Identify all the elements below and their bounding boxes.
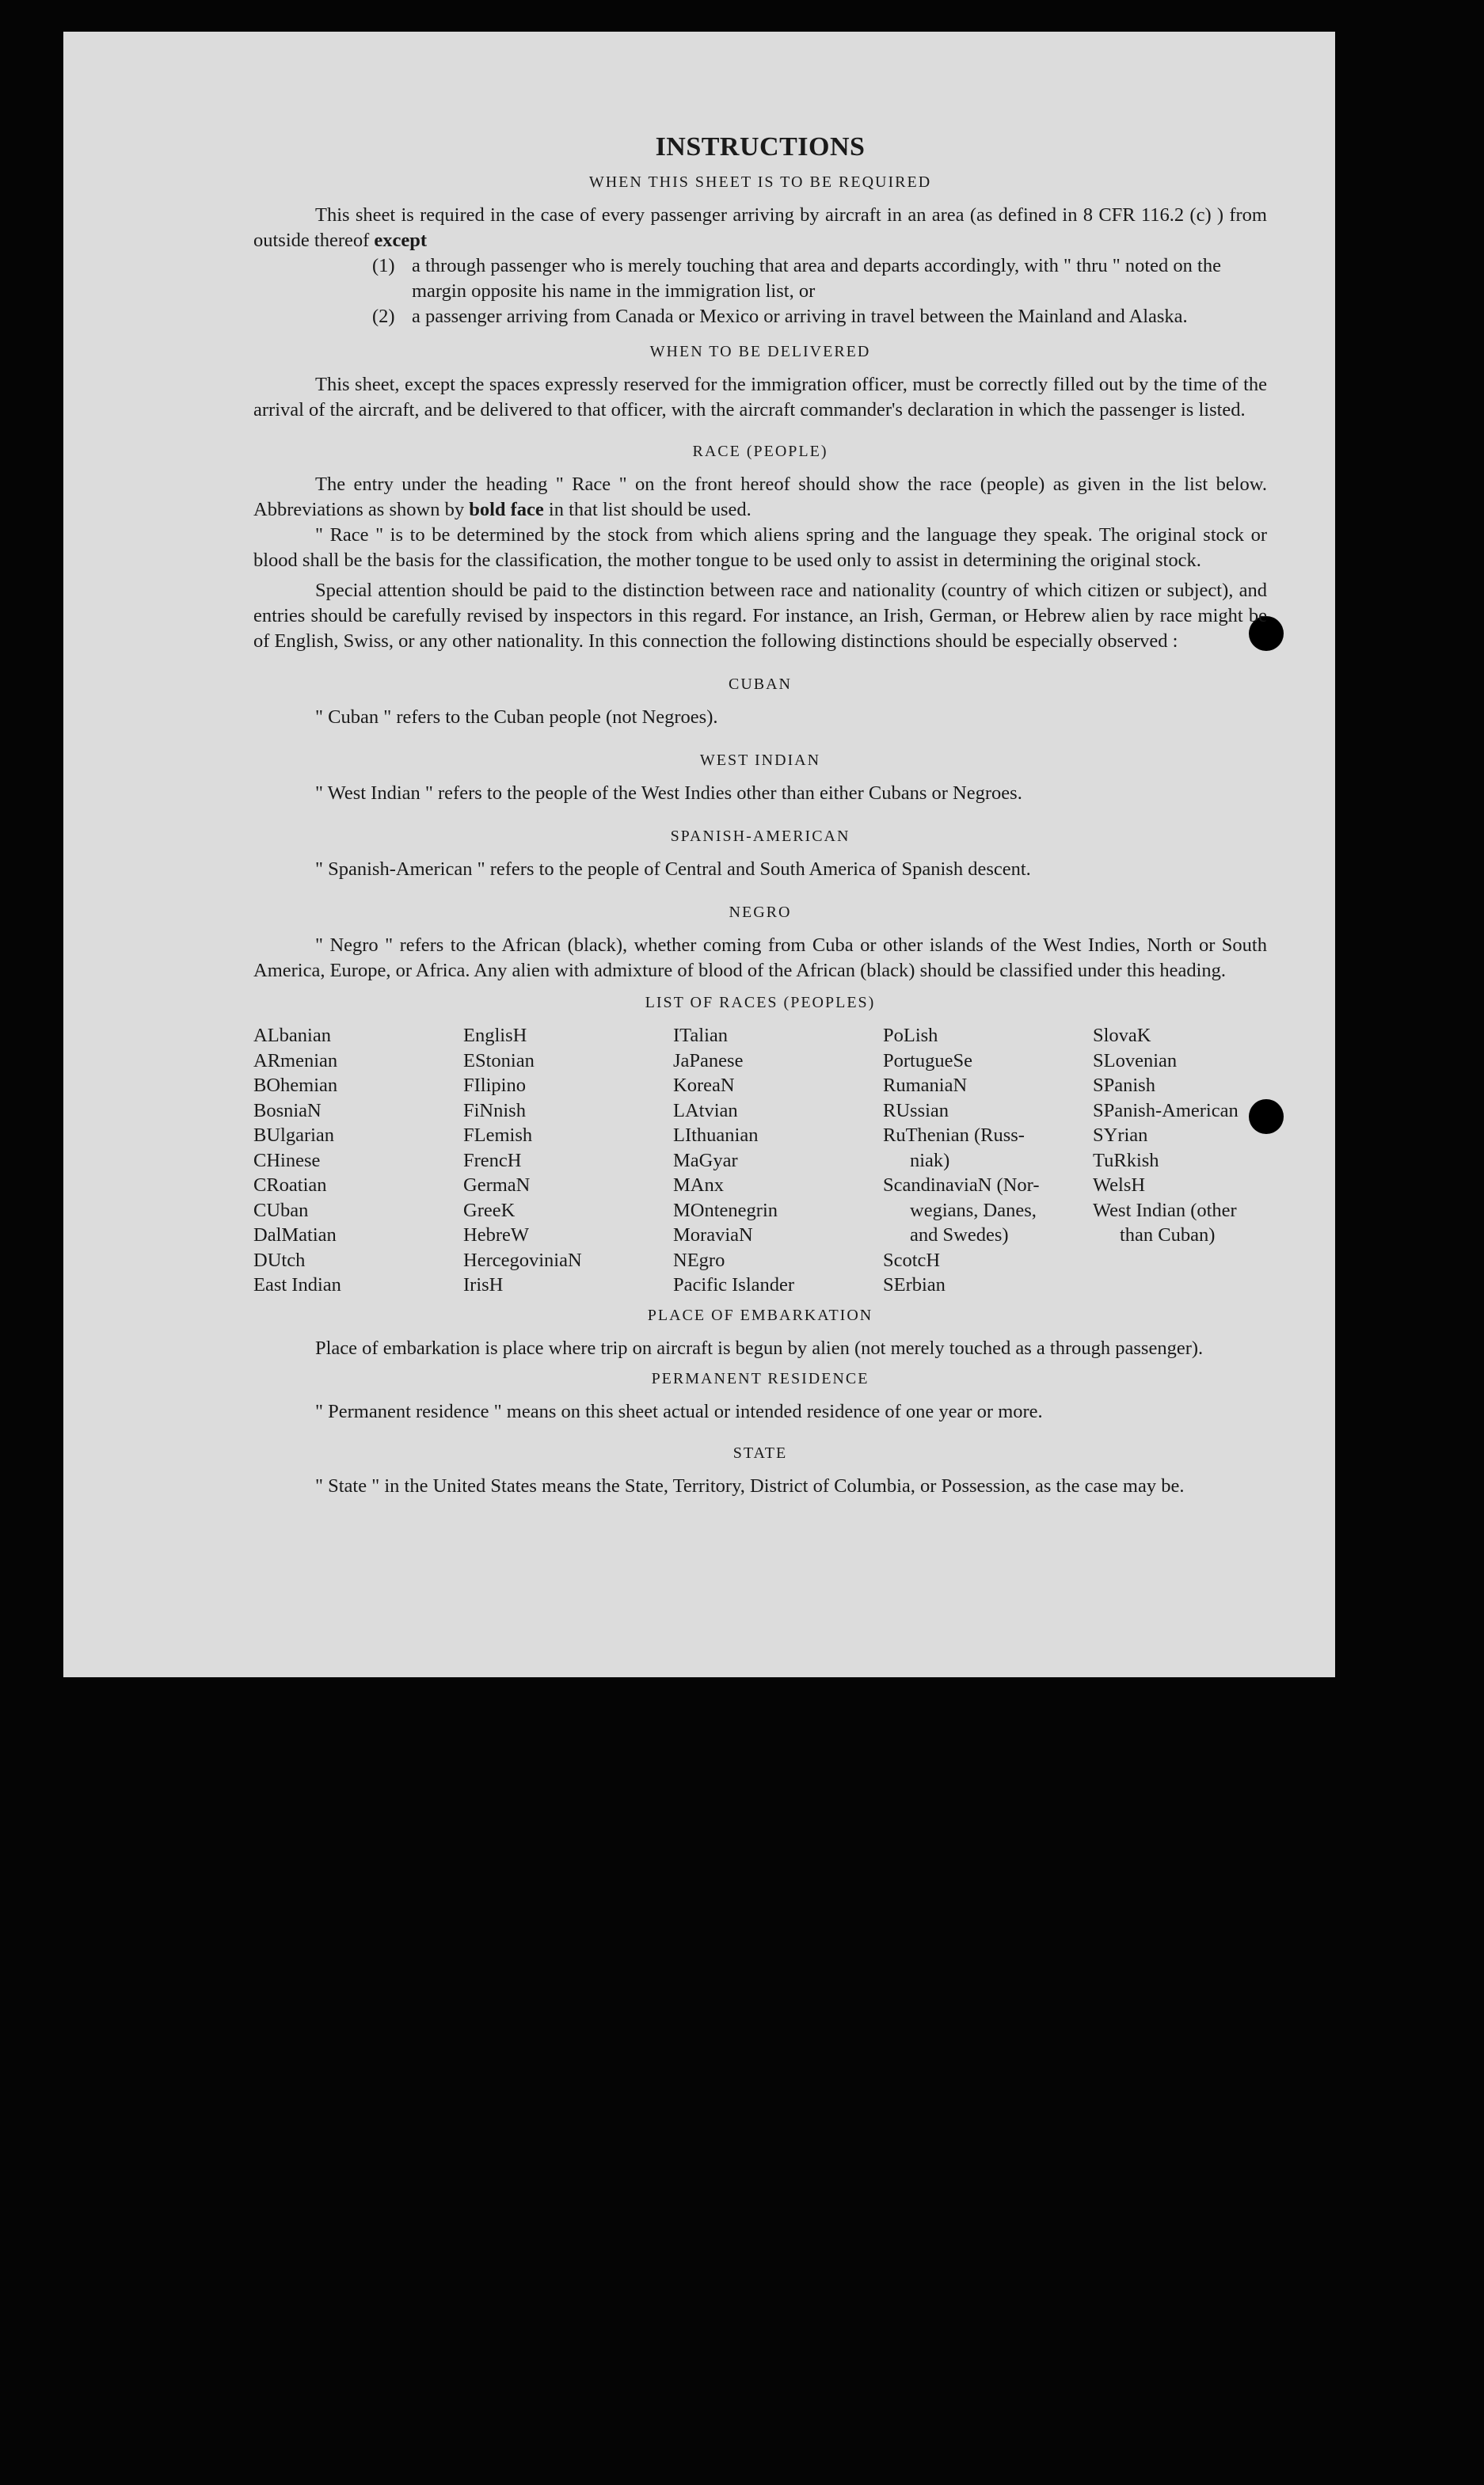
race-paragraph-2: " Race " is to be determined by the stock from which aliens spring and the language they speak. The original stock or blood shall be the basis for the classification, the mother tongue to be used only to assist in determining the original stock. <box>253 524 1267 571</box>
race-entry: Pacific Islander <box>673 1274 795 1296</box>
state-text: " State " in the United States means the State, Territory, District of Columbia, or Possession, as the case may be. <box>315 1475 1185 1497</box>
page-title: INSTRUCTIONS <box>655 132 866 162</box>
race-entry: IrisH <box>463 1274 504 1296</box>
exception-item: (1) a through passenger who is merely touching that area and departs accordingly, with " thru " noted on the margin opposite his name in the immigration list, or <box>372 255 1221 302</box>
negro-text: " Negro " refers to the African (black), whether coming from Cuba or other islands of the West Indies, North or South America, Europe, or Africa. Any alien with admixture of blood of the African (black) should be classified under this heading. <box>253 934 1267 981</box>
exception-item: (2) a passenger arriving from Canada or Mexico or arriving in travel between the Mainland and Alaska. <box>372 306 1188 327</box>
race-entry: BUlgarian <box>253 1125 335 1146</box>
race-entry: SPanish-American <box>1093 1099 1239 1121</box>
race-entry: SLovenian <box>1093 1049 1178 1071</box>
spanish-american-text: " Spanish-American " refers to the people of Central and South America of Spanish descent. <box>315 858 1031 880</box>
race-entry: KoreaN <box>673 1075 735 1096</box>
race-entry: HebreW <box>463 1224 529 1246</box>
race-entry: FiNnish <box>463 1099 526 1121</box>
race-entry: ITalian <box>673 1025 729 1046</box>
race-entry: ARmenian <box>253 1049 338 1071</box>
race-entry: niak) <box>910 1149 950 1171</box>
race-entry: RUssian <box>883 1099 949 1121</box>
race-entry: MOntenegrin <box>673 1199 778 1221</box>
race-entry: GermaN <box>463 1174 531 1196</box>
section-heading-negro: NEGRO <box>729 904 792 921</box>
race-entry: BosniaN <box>253 1099 322 1121</box>
race-entry: DUtch <box>253 1249 306 1271</box>
section-heading-delivered: WHEN TO BE DELIVERED <box>649 343 871 360</box>
race-paragraph-1: The entry under the heading " Race " on the front hereof should show the race (people) as given in the list below. Abbreviations as shown by bold face in that list should be used. <box>253 474 1267 520</box>
race-entry: and Swedes) <box>910 1224 1009 1246</box>
race-entry: MAnx <box>673 1174 724 1196</box>
race-entry: PoLish <box>883 1025 938 1046</box>
race-entry: RuThenian (Russ- <box>883 1125 1025 1146</box>
section-heading-residence: PERMANENT RESIDENCE <box>651 1369 869 1387</box>
race-list <box>253 1023 1267 1298</box>
race-entry: SErbian <box>883 1274 946 1296</box>
race-entry: BOhemian <box>253 1075 338 1096</box>
race-column <box>673 1023 883 1298</box>
race-entry: EnglisH <box>463 1025 527 1046</box>
race-entry: West Indian (other <box>1093 1199 1237 1221</box>
race-entry: ScandinaviaN (Nor- <box>883 1174 1040 1196</box>
race-entry: SlovaK <box>1093 1025 1151 1046</box>
residence-text: " Permanent residence " means on this sheet actual or intended residence of one year or more. <box>315 1400 1043 1422</box>
race-entry: FrencH <box>463 1149 522 1171</box>
race-entry: DalMatian <box>253 1224 337 1246</box>
section-heading-cuban: CUBAN <box>728 675 792 693</box>
required-text: This sheet is required in the case of every passenger arriving by aircraft in an area (as defined in 8 CFR 116.2 (c) ) from outside thereof except <box>253 204 1267 251</box>
west-indian-text: " West Indian " refers to the people of the West Indies other than either Cubans or Negroes. <box>315 782 1022 804</box>
race-entry: GreeK <box>463 1199 516 1221</box>
race-entry: CRoatian <box>253 1174 327 1196</box>
race-entry: MoraviaN <box>673 1224 753 1246</box>
race-column <box>463 1023 673 1298</box>
section-heading-race: RACE (PEOPLE) <box>692 443 828 460</box>
section-heading-required: WHEN THIS SHEET IS TO BE REQUIRED <box>588 173 932 191</box>
race-entry: RumaniaN <box>883 1075 968 1096</box>
embarkation-text: Place of embarkation is place where trip on aircraft is begun by alien (not merely touched as a through passenger). <box>315 1337 1204 1359</box>
document-page <box>63 32 1335 1677</box>
section-heading-race-list: LIST OF RACES (PEOPLES) <box>645 994 876 1011</box>
race-entry: MaGyar <box>673 1149 738 1171</box>
race-entry: LAtvian <box>673 1099 738 1121</box>
race-column <box>883 1023 1093 1298</box>
race-entry: wegians, Danes, <box>910 1199 1037 1221</box>
race-entry: CHinese <box>253 1149 321 1171</box>
race-entry: ALbanian <box>253 1025 331 1046</box>
race-entry: WelsH <box>1093 1174 1146 1196</box>
cuban-text: " Cuban " refers to the Cuban people (not Negroes). <box>315 706 718 728</box>
race-entry: CUban <box>253 1199 309 1221</box>
race-column <box>1093 1023 1267 1298</box>
race-entry: EStonian <box>463 1049 535 1071</box>
race-entry: SYrian <box>1093 1125 1148 1146</box>
race-entry: HercegoviniaN <box>463 1249 582 1271</box>
race-paragraph-3: Special attention should be paid to the distinction between race and nationality (country of which citizen or subject), and entries should be carefully revised by inspectors in this regard. For instance, an Irish, German, or Hebrew alien by race might be of English, Swiss, or any other nationality. In this connection the following distinctions should be especially observed : <box>253 580 1267 652</box>
race-entry: JaPanese <box>673 1049 744 1071</box>
race-column <box>253 1023 463 1298</box>
section-heading-embarkation: PLACE OF EMBARKATION <box>647 1306 873 1324</box>
race-entry: NEgro <box>673 1249 725 1271</box>
delivered-text: This sheet, except the spaces expressly reserved for the immigration officer, must be correctly filled out by the time of the arrival of the aircraft, and be delivered to that officer, with the aircraft commander's declaration in which the passenger is listed. <box>253 374 1267 421</box>
section-heading-west-indian: WEST INDIAN <box>699 752 821 769</box>
race-entry: FIlipino <box>463 1075 526 1096</box>
race-entry: FLemish <box>463 1125 533 1146</box>
race-entry: East Indian <box>253 1274 341 1296</box>
instructions-body <box>253 132 1267 1499</box>
section-heading-state: STATE <box>732 1444 788 1462</box>
race-entry: PortugueSe <box>883 1049 972 1071</box>
race-entry: TuRkish <box>1093 1149 1159 1171</box>
section-heading-spanish-american: SPANISH-AMERICAN <box>670 828 850 845</box>
race-entry: LIthuanian <box>673 1125 759 1146</box>
race-entry: than Cuban) <box>1120 1224 1216 1246</box>
race-entry: SPanish <box>1093 1075 1155 1096</box>
race-entry: ScotcH <box>883 1249 941 1271</box>
